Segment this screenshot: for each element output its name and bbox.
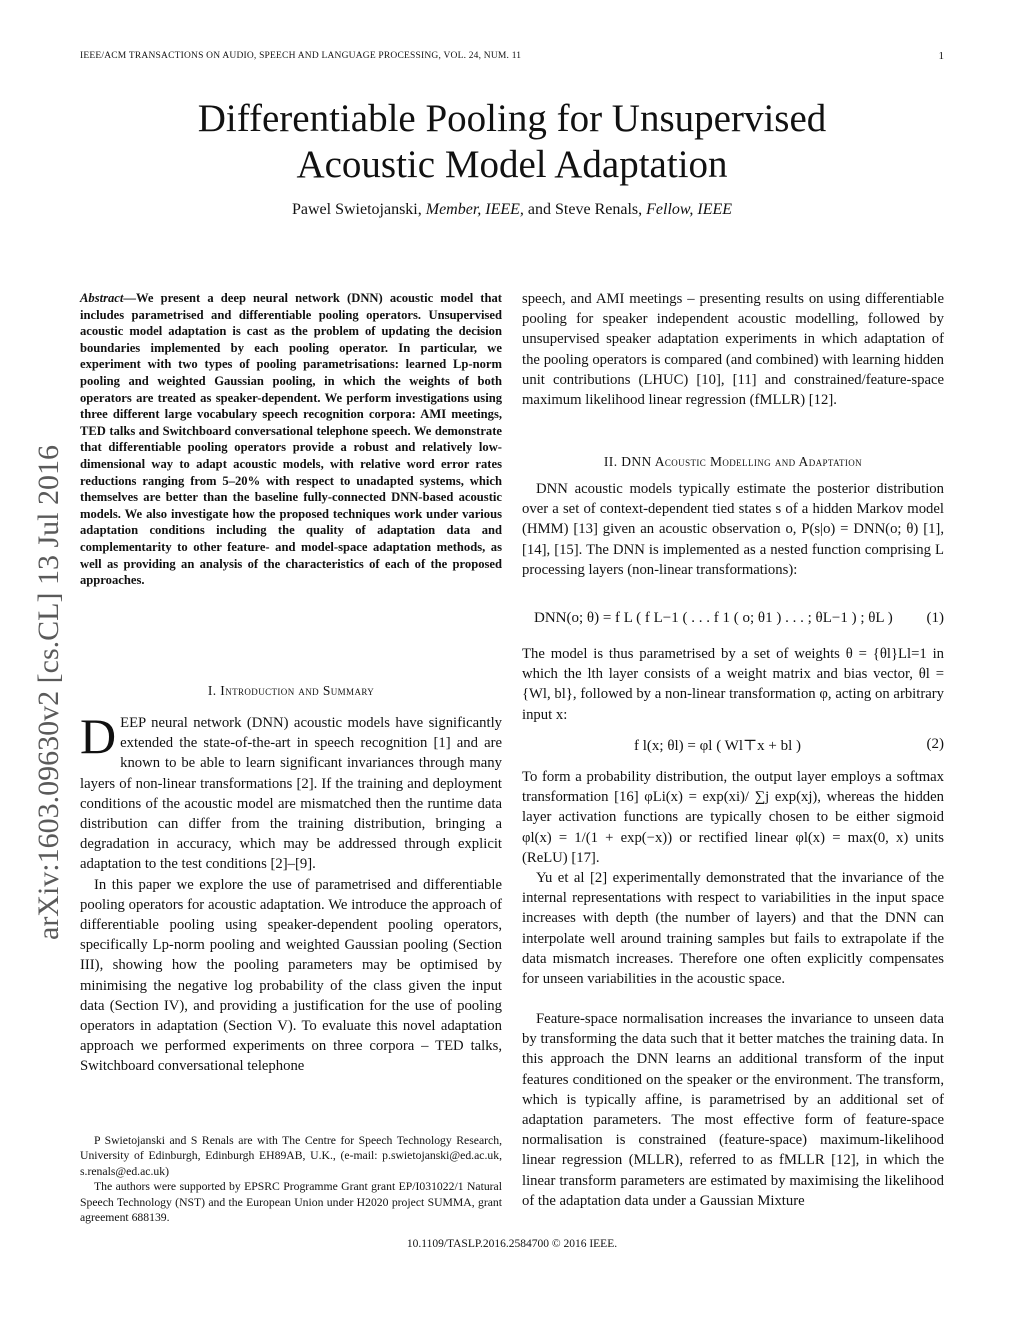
equation-1-body: DNN(o; θ) = f L ( f L−1 ( . . . f 1 ( o; θ1 ) . . . ; θL−1 ) ; θL ) — [534, 610, 893, 626]
author-2: and Steve Renals, — [523, 201, 647, 218]
equation-1-number: (1) — [926, 610, 944, 626]
equation-2-number: (2) — [926, 736, 944, 752]
intro-paragraph-1 — [80, 708, 502, 875]
footnotes — [80, 1133, 502, 1225]
paper-title — [0, 96, 1024, 188]
summary-continued: speech, and AMI meetings – presenting results on using differentiable pooling for speaker independent acoustic modelling, followed by unsupervised speaker adaptation experiments in which adaptation of the pooling operators is compared (and combined) with learning hidden unit contributions (LHUC) [10], [11] and constrained/feature-space maximum likelihood linear regression (fMLLR) [12]. — [522, 291, 944, 409]
section-1-heading — [80, 683, 502, 699]
section-2-para-2: The model is thus parametrised by a set of weights θ = {θl}Ll=1 in which the lth layer consists of a weight matrix and bias vector, θl = {Wl, bl}, followed by a non-linear transformation φ, acting on arbitrary input x: — [522, 646, 944, 723]
section-1-number: I. — [207, 683, 221, 698]
arxiv-stamp: arXiv:1603.09630v2 [cs.CL] 13 Jul 2016 — [32, 445, 65, 940]
abstract — [80, 290, 502, 589]
intro-body — [80, 708, 502, 1077]
section-2-number: II. — [603, 454, 622, 469]
page-number: 1 — [938, 50, 944, 62]
footnote-affiliation: P Swietojanski and S Renals are with The Centre for Speech Technology Research, University of Edinburgh, Edinburgh EH89AB, U.K., (e-mail: p.swietojanski@ed.ac.uk, s.renals@ed.ac.uk) — [80, 1134, 502, 1178]
title-line-1: Differentiable Pooling for Unsupervised — [197, 97, 827, 140]
equation-2-body: f l(x; θl) = φl ( Wl⊤x + bl ) — [634, 738, 801, 754]
section-1-title: Introduction and Summary — [220, 683, 375, 698]
author-line — [0, 201, 1024, 219]
section-2-para-5: Feature-space normalisation increases the invariance to unseen data by transforming the data such that it better matches the training data. In this approach the DNN learns an additional transform of the input features conditioned on the speaker or the environment. The transform, which is typically affine, is parametrised by an additional set of adaptation parameters. The most effective form of feature-space normalisation is constrained (feature-space) maximum-likelihood linear regression (MLLR), referred to as fMLLR [12], in which the linear transform parameters are estimated by maximising the likelihood of the adaptation data under a Gaussian Mixture — [522, 1011, 944, 1209]
abstract-text: —We present a deep neural network (DNN) acoustic model that includes parametrised and differentiable pooling operators. Unsupervised acoustic model adaptation is cast as the problem of updating the decision boundaries implemented by each pooling operator. In particular, we experiment with two types of pooling parametrisations: learned Lp-norm pooling and weighted Gaussian pooling, in which the weights of both operators are treated as speaker-dependent. We perform investigations using three different large vocabulary speech recognition corpora: AMI meetings, TED talks and Switchboard conversational telephone speech. We demonstrate that differentiable pooling operators provide a robust and relatively low-dimensional way to adapt acoustic models, with relative word error rates reductions ranging from 5–20% with respect to unadapted systems, which themselves are better than the baseline fully-connected DNN-based acoustic models. We also investigate how the proposed techniques work under various adaptation conditions including the quality of adaptation data and complementarity to other feature- and model-space adaptation methods, as well as providing an analysis of the characteristics of each of the proposed approaches. — [80, 291, 502, 588]
running-head: IEEE/ACM TRANSACTIONS ON AUDIO, SPEECH AND LANGUAGE PROCESSING, VOL. 24, NUM. 11 — [80, 51, 522, 61]
footnote-funding: The authors were supported by EPSRC Programme Grant grant EP/I031022/1 Natural Speech Technology (NST) and the European Union under H2020 project SUMMA, grant agreement 688139. — [80, 1180, 502, 1225]
abstract-label: Abstract — [80, 291, 124, 305]
section-2-title: DNN Acoustic Modelling and Adaptation — [621, 454, 863, 469]
section-2-para-4: Yu et al [2] experimentally demonstrated that the invariance of the internal representations with respect to variabilities in the input space increases with depth (the number of layers) and that the DNN can interpolate well around training samples but fails to extrapolate if the data mismatch increases. Therefore one often explicitly compensates for unseen variabilities in the acoustic space. — [522, 870, 944, 988]
drop-cap: D — [80, 708, 117, 764]
doi-footer: 10.1109/TASLP.2016.2584700 © 2016 IEEE. — [406, 1238, 618, 1250]
author-2-role: Fellow, IEEE — [646, 201, 733, 218]
intro-paragraph-2: In this paper we explore the use of parametrised and differentiable pooling operators for acoustic adaptation. We introduce the approach of differentiable pooling using speaker-dependent pooling operators, specifically Lp-norm pooling and weighted Gaussian pooling (Section III), showing how the pooling parameters may be optimised by minimising the negative log probability of the class given the input data (Section IV), and providing a justification for the use of pooling operators in adaptation (Section V). To evaluate this novel adaptation approach we performed experiments on three corpora – TED talks, Switchboard conversational telephone — [80, 876, 502, 1075]
author-1: Pawel Swietojanski, — [291, 201, 426, 218]
intro-paragraph-1-text: EEP neural network (DNN) acoustic models have significantly extended the state-of-the-art in speech recognition [1] and are known to be able to learn significant invariances through many layers of non-linear transformations [2]. If the training and deployment conditions of the acoustic model are mismatched then the runtime data distribution can differ from the training distribution, bringing a degradation in accuracy, which may be addressed through explicit adaptation to the test conditions [2]–[9]. — [80, 715, 502, 873]
title-line-2: Acoustic Model Adaptation — [296, 143, 728, 186]
right-column-top — [522, 289, 944, 410]
section-2-para-1: DNN acoustic models typically estimate the posterior distribution over a set of context-dependent tied states s of a hidden Markov model (HMM) [13] given an acoustic observation o, P(s|o) = DNN(o; θ) [1], [14], [15]. The DNN is implemented as a nested function comprising L processing layers (non-linear transformations): — [522, 481, 944, 578]
section-2-para-3: To form a probability distribution, the output layer employs a softmax transformation [16] φLi(x) = exp(xi)/ ∑j exp(xj), whereas the hidden layer activation functions are typically chosen to be either sigmoid φl(x) = 1/(1 + exp(−x)) or rectified linear φl(x) = max(0, x) units (ReLU) [17]. — [522, 769, 944, 866]
author-1-role: Member, IEEE, — [425, 201, 524, 218]
section-2-heading — [522, 454, 944, 470]
